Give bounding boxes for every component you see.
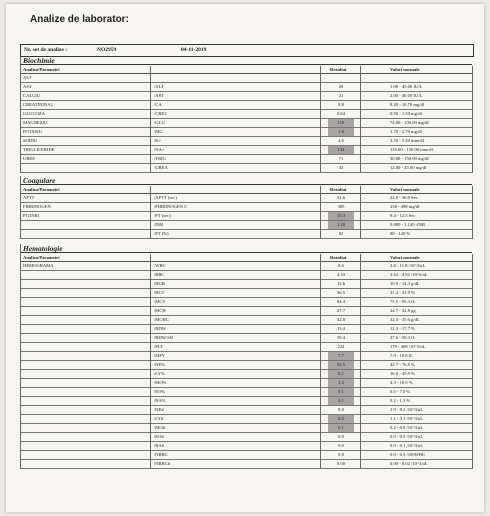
reference-range: 24.7 - 32.8 pg — [390, 308, 416, 313]
column-result: Rezultat — [330, 187, 347, 192]
reference-range: 80 - 120 % — [390, 231, 411, 236]
table-row — [20, 415, 472, 424]
reference-range: 22.0 - 36.0 Sec — [390, 195, 418, 200]
reference-range: 3.50 - 5.20 mmol/l — [390, 138, 425, 143]
reference-range: 0.2 - 1.3 % — [390, 398, 411, 403]
reference-range: 0.0 - 0.1 /10^3/uL — [390, 443, 424, 448]
column-header-row — [20, 254, 472, 262]
column-header-row — [20, 186, 472, 194]
table-row — [20, 194, 472, 203]
result-value: 32.6 — [336, 195, 346, 200]
result-value-flagged: 1.20 — [328, 221, 354, 229]
document-title: Analize de laborator: — [30, 14, 129, 25]
table-row — [20, 424, 472, 433]
parameter-code: /NE# — [154, 407, 164, 412]
parameter-code: /BA% — [154, 398, 166, 403]
table-divider — [20, 56, 21, 173]
table-row — [20, 370, 472, 379]
parameter-name: AST — [23, 84, 32, 89]
parameter-code: /RDW-SD — [154, 335, 174, 340]
table-row — [20, 212, 472, 221]
reference-range: 7.9 - 10.8 fL — [390, 353, 414, 358]
result-value: 4.33 — [336, 272, 346, 277]
table-row — [20, 460, 472, 469]
result-value-flagged: 1.6 — [328, 128, 354, 136]
result-value: 224 — [337, 344, 345, 349]
result-value-flagged: 0.1 — [328, 424, 354, 432]
table-row — [20, 110, 472, 119]
parameter-code: /MO% — [154, 380, 167, 385]
parameter-code: /EO# — [154, 434, 164, 439]
table-divider — [472, 254, 473, 469]
section-title: Coagulare — [20, 176, 472, 185]
result-value: 82 — [338, 231, 344, 236]
table-row — [20, 352, 472, 361]
table-row — [20, 262, 472, 271]
table-divider — [320, 66, 321, 173]
parameter-name: POTASIU — [23, 129, 43, 134]
parameter-code: /HCT — [154, 290, 165, 295]
column-ref: Valori normale — [390, 255, 420, 260]
result-value-flagged: 134 — [328, 146, 354, 154]
table-row — [20, 128, 472, 137]
parameter-code: /CA — [154, 102, 162, 107]
parameter-code: /RDW — [154, 326, 166, 331]
reference-range: 74.00 - 106.00 mg/dl — [390, 120, 429, 125]
table-divider — [150, 66, 151, 173]
reference-range: 75.5 - 95.3 fL — [390, 299, 416, 304]
result-value: 33 — [338, 165, 344, 170]
parameter-code: /NE% — [154, 362, 166, 367]
reference-range: 37.6 - 50.3 fL — [390, 335, 416, 340]
lab-report-page — [6, 4, 484, 512]
reference-range: 0.0 - 0.3 /100WBC — [390, 452, 426, 457]
parameter-code: /MCH — [154, 308, 166, 313]
parameter-code: /PT (%) — [154, 231, 169, 236]
table-divider — [150, 254, 151, 469]
result-value-flagged: 6.1 — [328, 370, 354, 378]
result-value-flagged: 1.2 — [328, 379, 354, 387]
table-row — [20, 83, 472, 92]
parameter-code: /INR — [154, 222, 164, 227]
table-divider — [472, 66, 473, 173]
parameter-code: /MG — [154, 129, 163, 134]
result-value: 39.4 — [336, 335, 346, 340]
parameter-code: /WBC — [154, 263, 166, 268]
parameter-code: /UREA — [154, 165, 168, 170]
table-row — [20, 325, 472, 334]
parameter-code: /CRE2 — [154, 111, 167, 116]
parameter-name: PT(INR) — [23, 213, 40, 218]
result-value: 13.4 — [336, 326, 346, 331]
table-row — [20, 203, 472, 212]
table-row — [20, 289, 472, 298]
parameter-name: SODIU — [23, 138, 38, 143]
table-row — [20, 361, 472, 370]
reference-range: 32.3 - 35.6 g/dL — [390, 317, 420, 322]
result-value: 385 — [337, 204, 345, 209]
result-value-flagged: 0.5 — [328, 415, 354, 423]
table-row — [20, 101, 472, 110]
parameter-code: /PLT — [154, 344, 164, 349]
reference-range: 10.9 - 14.3 g/dL — [390, 281, 420, 286]
parameter-code: /NRBC — [154, 452, 168, 457]
result-value-flagged: 0.1 — [328, 388, 354, 396]
parameter-code: /AST — [154, 93, 164, 98]
parameter-code: /NA+ — [154, 147, 165, 152]
table-divider — [150, 186, 151, 239]
result-value: 0.64 — [336, 111, 346, 116]
reference-range: 30.00 - 150.00 mg/dl — [390, 156, 429, 161]
table-row — [20, 221, 472, 230]
reference-range: 1.70 - 2.70 mg/dl — [390, 129, 422, 134]
table-row — [20, 406, 472, 415]
reference-range: 0.50 - 1.50 mg/dl — [390, 111, 422, 116]
reference-range: 135.00 - 150.00 mmol/l — [390, 147, 434, 152]
parameter-code: /RBC — [154, 272, 165, 277]
reference-range: 2.00 - 40.00 IU/L — [390, 93, 423, 98]
parameter-code: /APTT (sec) — [154, 195, 177, 200]
table-row — [20, 307, 472, 316]
result-value: 0.00 — [336, 461, 346, 466]
reference-range: 4.3 - 10.9 % — [390, 380, 413, 385]
table-divider — [472, 186, 473, 239]
table-row — [20, 343, 472, 352]
table-divider — [360, 254, 361, 469]
table-divider — [20, 244, 21, 469]
table-row — [20, 137, 472, 146]
table-row — [20, 397, 472, 406]
column-result: Rezultat — [330, 255, 347, 260]
section-title: Biochimie — [20, 56, 472, 65]
reference-range: 0.00 - 0.02 /10^3/uL — [390, 461, 428, 466]
result-value: 31 — [338, 93, 344, 98]
reference-range: 1.00 - 45.00 IU/L — [390, 84, 423, 89]
parameter-code: /LY% — [154, 371, 165, 376]
parameter-name: CREATININA2 — [23, 102, 53, 107]
parameter-code: /ALT — [154, 84, 164, 89]
reference-range: 31.2 - 41.9 % — [390, 290, 415, 295]
table-divider — [360, 186, 361, 239]
parameter-code: /FIBRINOGEN C — [154, 204, 188, 209]
column-ref: Valori normale — [390, 67, 420, 72]
reference-range: 12.00 - 45.00 mg/dl — [390, 165, 427, 170]
reference-range: 238 - 498 mg/dl — [390, 204, 420, 209]
table-row — [20, 74, 472, 83]
parameter-name: CALCIU — [23, 93, 41, 98]
result-value: 71 — [338, 156, 344, 161]
table-row — [20, 230, 472, 239]
table-row — [20, 334, 472, 343]
reference-range: 1.1 - 3.1 /10^3/uL — [390, 416, 424, 421]
parameter-code: /MCV — [154, 299, 166, 304]
table-divider — [320, 186, 321, 239]
reference-range: 3.63 - 4.92 /10^6/uL — [390, 272, 428, 277]
report-date: 04-11-2019 — [181, 47, 207, 53]
parameter-name: APTT — [23, 195, 35, 200]
column-param: Analiza/Parametri — [23, 187, 60, 192]
table-row — [20, 433, 472, 442]
table-row — [20, 146, 472, 155]
table-divider — [360, 66, 361, 173]
parameter-code: /PT (sec) — [154, 213, 171, 218]
parameter-name: HEMOGRAMA — [23, 263, 54, 268]
column-param: Analiza/Parametri — [23, 255, 60, 260]
result-value-flagged: 0.1 — [328, 397, 354, 405]
parameter-code: /BA# — [154, 443, 164, 448]
column-ref: Valori normale — [390, 187, 420, 192]
table-row — [20, 155, 472, 164]
table-row — [20, 280, 472, 289]
section-title: Hematologie — [20, 244, 472, 253]
result-value-flagged: 110 — [328, 119, 354, 127]
parameter-code: /MPV — [154, 353, 166, 358]
reference-range: 8.20 - 10.70 mg/dl — [390, 102, 425, 107]
reference-range: 179 - 408 /10^3/uL — [390, 344, 426, 349]
column-result: Rezultat — [330, 67, 347, 72]
result-value: 8.6 — [338, 263, 344, 268]
result-value-flagged: 7.7 — [328, 352, 354, 360]
parameter-name: ALT — [23, 75, 32, 80]
parameter-name: TRIGLICERIDE — [23, 147, 55, 152]
table-row — [20, 388, 472, 397]
reference-range: 0.800 - 1.140 -INR — [390, 222, 426, 227]
reference-range: 0.2 - 0.9 /10^3/uL — [390, 425, 424, 430]
parameter-name: UREE — [23, 156, 35, 161]
result-value: 4.6 — [338, 138, 344, 143]
reference-range: 16.0 - 45.9 % — [390, 371, 415, 376]
table-divider — [320, 254, 321, 469]
reference-range: 12.3 - 17.7 % — [390, 326, 415, 331]
set-number-label: Nr. set de analize : — [24, 47, 68, 53]
parameter-code: /LY# — [154, 416, 164, 421]
reference-range: 0.0 - 0.5 /10^3/uL — [390, 434, 424, 439]
result-value: 27.7 — [336, 308, 346, 313]
reference-range: 9.4 - 12.5 Sec — [390, 213, 416, 218]
parameter-name: MAGNEZIU — [23, 120, 48, 125]
parameter-code: /EO% — [154, 389, 166, 394]
result-value: 28 — [338, 84, 344, 89]
result-value-flagged: 13.3 — [328, 212, 354, 220]
table-divider — [20, 176, 21, 239]
parameter-code: /GLU — [154, 120, 165, 125]
table-row — [20, 298, 472, 307]
reference-range: 1.9 - 8.2 /10^3/uL — [390, 407, 424, 412]
parameter-code: /MCHC — [154, 317, 169, 322]
table-row — [20, 316, 472, 325]
result-value-flagged: 92.5 — [328, 361, 354, 369]
parameter-code: /HGB — [154, 281, 165, 286]
parameter-name: FIBRINOGEN — [23, 204, 51, 209]
reference-range: 42.7 - 76.8 % — [390, 362, 415, 367]
table-row — [20, 379, 472, 388]
parameter-code: /TRIG — [154, 156, 166, 161]
set-number-value: NO2959 — [97, 47, 117, 53]
table-row — [20, 442, 472, 451]
result-value: 0.0 — [338, 452, 344, 457]
reference-range: 3.8 - 11.8 /10^3/uL — [390, 263, 426, 268]
column-header-row — [20, 66, 472, 74]
parameter-code: /MO# — [154, 425, 165, 430]
parameter-code: /K+ — [154, 138, 162, 143]
result-value: 36.5 — [336, 290, 346, 295]
column-param: Analiza/Parametri — [23, 67, 60, 72]
table-row — [20, 164, 472, 173]
table-row — [20, 119, 472, 128]
result-value: 0.0 — [338, 434, 344, 439]
table-row — [20, 92, 472, 101]
table-row — [20, 451, 472, 460]
parameter-name: GLUCOZA — [23, 111, 45, 116]
parameter-code: /NRBC# — [154, 461, 171, 466]
result-value: 8.8 — [338, 102, 344, 107]
result-value: 0.0 — [338, 443, 344, 448]
result-value: 32.8 — [336, 317, 346, 322]
result-value: 84.4 — [336, 299, 346, 304]
result-value: 12.6 — [336, 281, 346, 286]
reference-range: 0.5 - 7.0 % — [390, 389, 411, 394]
table-row — [20, 271, 472, 280]
result-value: 8.0 — [338, 407, 344, 412]
